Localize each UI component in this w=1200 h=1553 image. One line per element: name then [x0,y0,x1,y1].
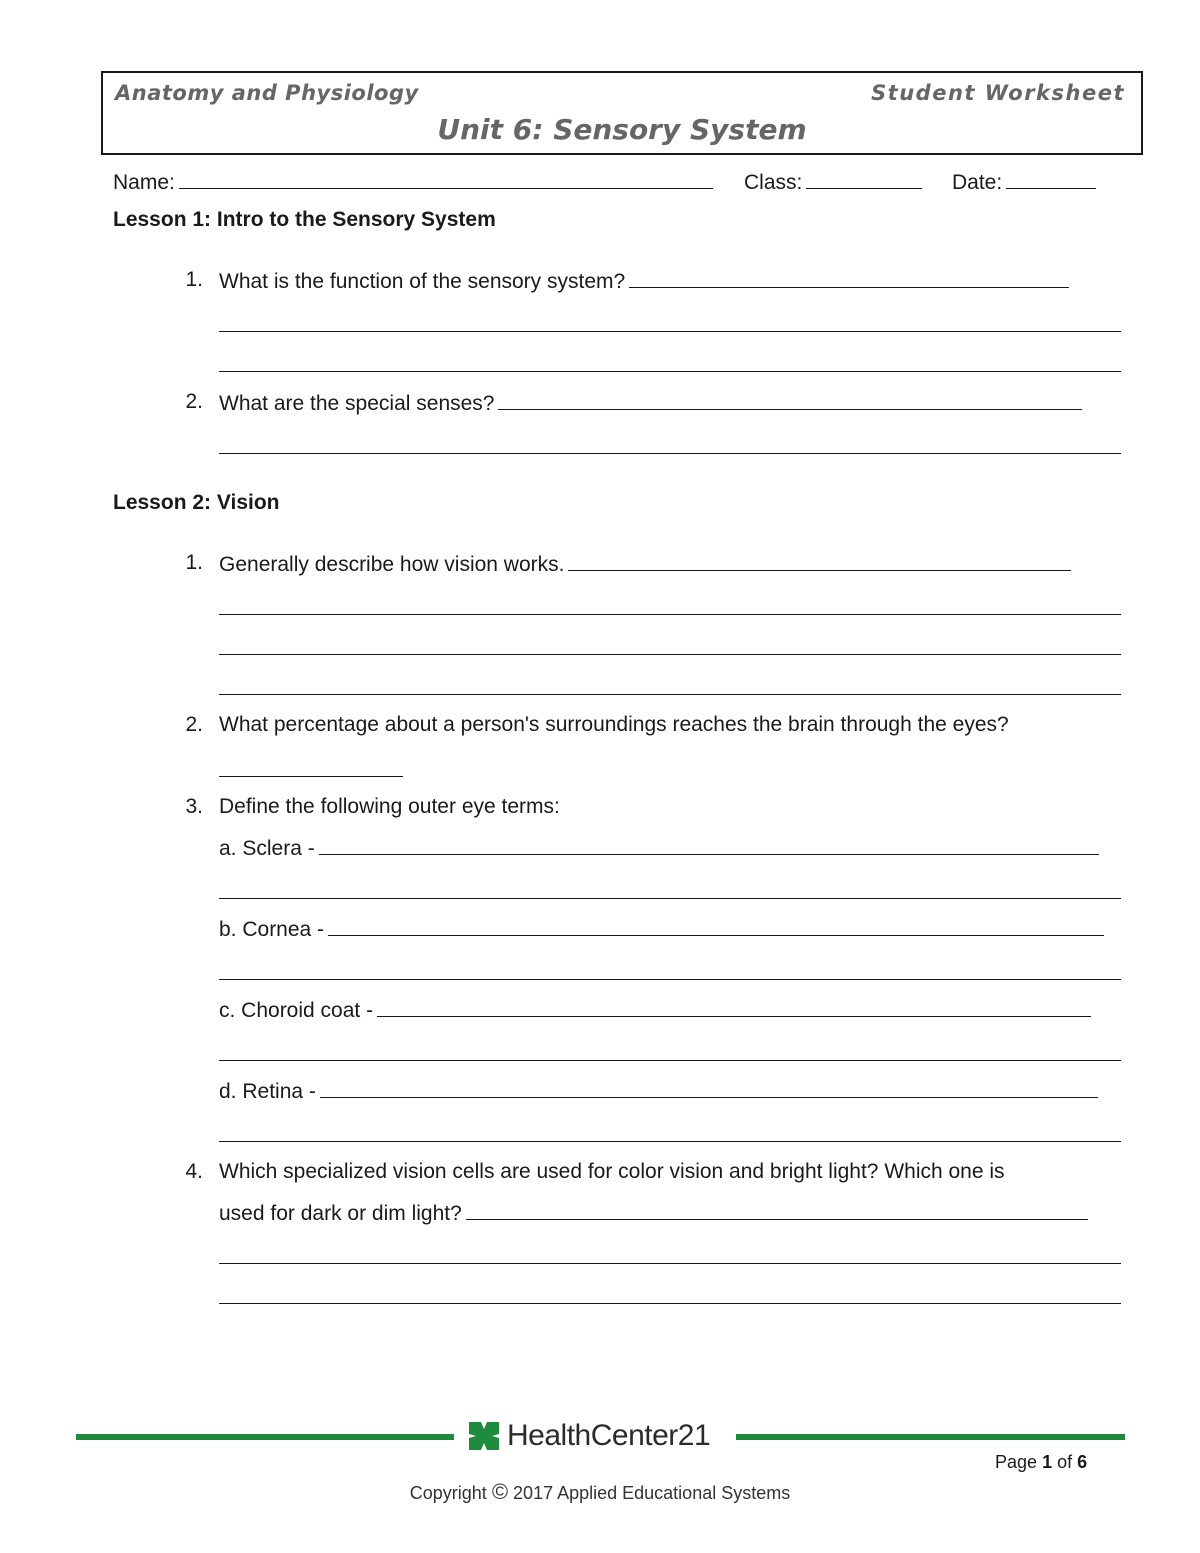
answer-line[interactable] [219,331,1121,332]
page-of: of [1057,1452,1073,1472]
lesson2-q2-text: What percentage about a person's surroundings reaches the brain through the eyes? [219,713,1009,736]
lesson1-q2-text: What are the special senses? [219,392,495,415]
date-field [952,170,1096,193]
copyright-notice [0,1479,1200,1505]
lesson1-title: Lesson 1: Intro to the Sensory System [113,208,496,231]
term-sclera [219,836,1099,859]
page-prefix: Page [995,1452,1038,1472]
term-retina-label: d. Retina - [219,1080,316,1103]
class-blank[interactable] [806,170,922,189]
lesson2-q3-text: Define the following outer eye terms: [219,795,560,818]
name-label: Name: [113,171,175,194]
page-current: 1 [1042,1452,1053,1472]
lesson2-q4-line2-text: used for dark or dim light? [219,1202,462,1225]
term-cornea-label: b. Cornea - [219,918,325,941]
answer-line[interactable] [219,614,1121,615]
term-choroid [219,998,1091,1021]
answer-line[interactable] [219,1303,1121,1304]
copyright-text: 2017 Applied Educational Systems [513,1483,791,1503]
healthcenter21-logo-icon [469,1422,499,1450]
page-number [995,1452,1087,1473]
lesson2-q1-number: 1. [185,551,203,574]
answer-blank[interactable] [320,1079,1098,1098]
healthcenter21-logo [469,1418,710,1454]
date-label: Date: [952,171,1003,194]
lesson1-q2-number: 2. [185,390,203,413]
unit-title: Unit 6: Sensory System [437,113,807,146]
lesson2-q1-text: Generally describe how vision works. [219,553,565,576]
lesson2-q4-number: 4. [185,1160,203,1183]
name-field [113,170,713,193]
answer-blank[interactable] [629,269,1069,288]
course-title: Anatomy and Physiology [115,81,419,105]
footer-rule-left [76,1434,454,1440]
brand-name: HealthCenter21 [507,1419,711,1452]
lesson2-q4-line2 [219,1201,1088,1224]
lesson1-q2 [219,391,1082,414]
answer-line[interactable] [219,453,1121,454]
class-label: Class: [744,171,803,194]
lesson2-title: Lesson 2: Vision [113,491,280,514]
lesson2-q4-line1: Which specialized vision cells are used for color vision and bright light? Which one is [219,1160,1005,1183]
answer-line[interactable] [219,654,1121,655]
page-total: 6 [1077,1452,1088,1472]
copyright-prefix: Copyright [409,1483,487,1503]
lesson2-q2-number: 2. [185,713,203,736]
answer-line[interactable] [219,898,1121,899]
lesson2-q3-number: 3. [185,795,203,818]
worksheet-header [101,71,1143,155]
date-blank[interactable] [1006,170,1096,189]
answer-blank[interactable] [568,552,1071,571]
copyright-icon: © [491,1479,509,1504]
term-sclera-label: a. Sclera - [219,837,315,860]
term-cornea [219,917,1104,940]
answer-line[interactable] [219,1060,1121,1061]
term-choroid-label: c. Choroid coat - [219,999,374,1022]
name-blank[interactable] [179,170,713,189]
footer-rule-right [736,1434,1125,1440]
worksheet-type: Student Worksheet [871,81,1125,105]
lesson2-q1 [219,552,1071,575]
percentage-blank[interactable] [219,776,403,777]
answer-line[interactable] [219,694,1121,695]
answer-line[interactable] [219,371,1121,372]
answer-line[interactable] [219,979,1121,980]
lesson1-q1-text: What is the function of the sensory system? [219,270,626,293]
answer-line[interactable] [219,1141,1121,1142]
answer-blank[interactable] [498,391,1082,410]
answer-blank[interactable] [377,998,1091,1017]
answer-line[interactable] [219,1263,1121,1264]
class-field [744,170,922,193]
answer-blank[interactable] [319,836,1099,855]
answer-blank[interactable] [328,917,1104,936]
lesson1-q1-number: 1. [185,268,203,291]
term-retina [219,1079,1098,1102]
answer-blank[interactable] [466,1201,1088,1220]
lesson1-q1 [219,269,1069,292]
